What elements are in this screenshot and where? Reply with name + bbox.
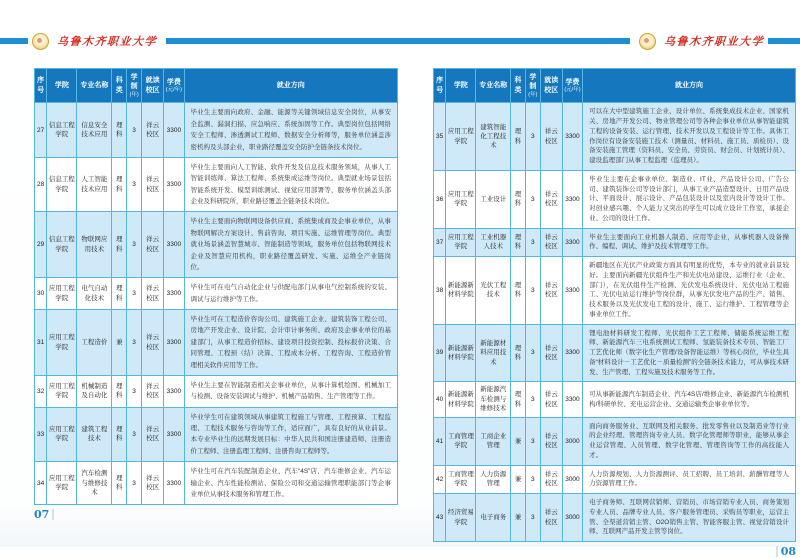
cell-campus: 祥云校区 [540,494,562,542]
cell-category: 理科 [511,170,526,228]
cell-category: 理科 [112,462,127,505]
cell-campus: 祥云校区 [540,170,562,228]
cell-employment: 毕业生主要在企事业单位、制造业、IT业、产品设计公司、广告公司、建筑装饰公司等设计部门，从事工业产品造型设计、日用产品设计、平面设计、展示设计、产品包装设计以及室内设计等设计工作。对创业感兴趣、个人能力又突出的学生可以成立设计工作室，承接企业、公司的设计工作。 [583,170,796,228]
majors-table-left [34,68,398,505]
col-header: 学院 [47,69,77,103]
cell-employment: 可以在大中型建筑施工企业、设计单位、系统集成技术企业、国家机关、房地产开发公司、物业管理公司等各种企事业单位从事智能建筑工程的设备安装、运行管理、技术开发以及工程设计等工作。具体工作岗位有设备安装施工技术（测量员、材料员、施工员、质检员）、设备安装施工管理（资料员、安全员、劳资员、财会员、计划统计员）、建设监理部门从事工程监理（监理员）。 [583,103,796,171]
cell-category: 兼 [511,494,526,542]
table-row [35,310,398,376]
page-number-divider [776,546,778,557]
cell-tuition: 3300 [562,103,582,171]
header-rule-middle [166,38,630,44]
cell-campus: 祥云校区 [540,417,562,465]
page-number-left [34,508,398,521]
cell-no: 29 [35,212,47,278]
cell-employment: 毕业生主要面向物联网设备供应商、系统集成商及企事业单位，从事物联网解决方案设计、售前咨询、项目实施、运维管理等岗位。典型就业场景涵盖智慧城市、智能制造等领域，服务单位包括物联网技术企业及智慧应用机构，职业路径覆盖研发、实施、运维全产业链岗位。 [184,212,398,278]
cell-college: 工商管理学院 [446,465,476,494]
page-number-value: 08 [780,545,796,558]
cell-campus: 祥云校区 [540,228,562,257]
page-number-value: 07 [34,508,50,522]
cell-no: 42 [434,465,446,494]
cell-years: 3 [127,375,142,407]
cell-no: 27 [35,103,47,158]
cell-college: 新能源新材料学院 [446,382,476,417]
col-header: 就业方向 [583,69,796,103]
table-row [434,417,796,465]
cell-years: 3 [525,257,540,325]
cell-major: 工业机器人技术 [476,228,511,257]
cell-years: 3 [525,494,540,542]
cell-campus: 祥云校区 [142,375,164,407]
cell-employment: 毕业生主要面向工业机器人制造、应用等企业，从事机器人设备操作、编程、调试、维护及技术管理等工作。 [583,228,796,257]
cell-major: 工业设计 [476,170,511,228]
cell-college: 应用工程学院 [47,407,77,462]
cell-category: 兼 [511,465,526,494]
cell-major: 新能源材料应用技术 [476,324,511,382]
cell-employment: 毕业生可在汽车装配制造企业、汽车“4S”店、汽车维修企业、汽车运输企业、汽车性能检测站、保险公司和交通运输管理职能部门等企事业单位从事技术服务和管理工作。 [184,462,398,505]
page-right [433,68,796,558]
table-row [35,157,398,212]
cell-college: 应用工程学院 [47,375,77,407]
cell-major: 电子商务 [476,494,511,542]
cell-category: 理科 [112,278,127,310]
cell-campus: 祥云校区 [540,257,562,325]
cell-category: 理科 [112,103,127,158]
cell-years: 3 [127,310,142,376]
col-header: 专业名称 [476,69,511,103]
cell-major: 新能源汽车检测与维修技术 [476,382,511,417]
cell-tuition: 3000 [562,494,582,542]
cell-campus: 祥云校区 [540,103,562,171]
cell-employment: 新疆地区在光伏产业政策方面具有明显的优势，本专业的就业前景较好。主要面向新疆光伏组件生产和光伏电站建设、运维行业（企业、部门），在光伏组件生产检测、光伏发电系统设计、光伏电站工程施工、光伏电站运行维护等岗位群，从事光伏发电产品的生产、销售、技术服务以及光伏发电工程的设计、施工、运行维护、工程管理等企事业单位工作。 [583,257,796,325]
cell-no: 41 [434,417,446,465]
cell-no: 30 [35,278,47,310]
cell-employment: 锂电池材料研发工程师、光伏组件工艺工程师、储能系统运维工程师、新能源汽车三电系统测试工程师、氢能装备技术专员、智能工厂工艺优化师（数字化生产管理/设备智能运维）等核心岗位，毕业生具备“材料设计－工艺优化－质量检测”的全链条技术能力，可从事技术研发、生产管理、工程实施及技术服务等工作。 [583,324,796,382]
col-header: 学费 (元/年) [562,69,582,103]
cell-major: 人力资源管理 [476,465,511,494]
cell-college: 应用工程学院 [47,462,77,505]
cell-tuition: 3300 [164,157,184,212]
cell-tuition: 3000 [562,417,582,465]
cell-category: 理科 [112,157,127,212]
table-row [35,407,398,462]
cell-no: 43 [434,494,446,542]
cell-campus: 祥云校区 [540,324,562,382]
cell-employment: 可从事新能源汽车制造企业、汽车4S店/维修企业、新能源汽车检测机构/科研单位、充电运营企业、交通运输类企事业单位等。 [583,382,796,417]
cell-years: 3 [525,103,540,171]
table-row [434,324,796,382]
cell-category: 理科 [112,375,127,407]
col-header: 就读校区 [540,69,562,103]
cell-employment: 人力资源规划、人力资源测评、员工招聘、员工培训、薪酬管理等人力资源管理工作。 [583,465,796,494]
table-header-row [35,69,398,103]
table-row [434,382,796,417]
cell-college: 信息工程学院 [47,103,77,158]
cell-tuition: 3300 [164,212,184,278]
cell-category: 兼 [112,310,127,376]
cell-major: 工商企业管理 [476,417,511,465]
cell-category: 理科 [112,407,127,462]
cell-tuition: 3300 [164,407,184,462]
cell-campus: 祥云校区 [142,103,164,158]
page-number-divider [52,509,54,520]
cell-campus: 祥云校区 [142,462,164,505]
table-row [434,103,796,171]
cell-campus: 祥云校区 [142,407,164,462]
cell-college: 工商管理学院 [446,417,476,465]
cell-college: 信息工程学院 [47,157,77,212]
col-header: 学院 [446,69,476,103]
cell-employment: 毕业生主要面向人工智能、软件开发及信息技术服务领域，从事人工智能训练师、算法工程师、系统集成运维等岗位。典型就业场景包括智能系统开发、模型训练测试、视觉应用部署等，服务单位涵盖头部企业及科研院所，职业路径覆盖全链条技术岗位。 [184,157,398,212]
university-seal-logo-icon [32,33,49,50]
cell-category: 理科 [511,228,526,257]
cell-college: 应用工程学院 [47,278,77,310]
cell-major: 人工智能技术应用 [77,157,112,212]
cell-tuition: 3300 [562,228,582,257]
cell-category: 理科 [511,324,526,382]
cell-no: 31 [35,310,47,376]
table-row [35,103,398,158]
page-number-right [433,545,796,558]
cell-tuition: 3300 [164,375,184,407]
table-row [35,212,398,278]
cell-years: 3 [525,170,540,228]
cell-major: 信息安全技术应用 [77,103,112,158]
cell-years: 3 [525,417,540,465]
table-row [434,170,796,228]
cell-tuition: 3000 [562,465,582,494]
col-header: 学制 (年) [127,69,142,103]
cell-college: 新能源新材料学院 [446,324,476,382]
col-header: 就业方向 [184,69,398,103]
cell-campus: 祥云校区 [540,382,562,417]
cell-years: 3 [525,465,540,494]
cell-major: 汽车检测与维修技术 [77,462,112,505]
cell-years: 3 [127,103,142,158]
cell-campus: 祥云校区 [142,310,164,376]
school-name: 乌鲁木齐职业大学 [56,35,158,48]
table-header-row [434,69,796,103]
table-row [35,278,398,310]
cell-no: 32 [35,375,47,407]
cell-employment: 面向商务服务业、互联网及相关服务、批发零售业以及制造业等行业的企业经理、管理咨询专业人员、数字化管理师等职业，能够从事企业运营管理、人员管理、数字化管理、管理咨询等工作的高技能人才。 [583,417,796,465]
cell-major: 建筑工程技术 [77,407,112,462]
cell-tuition: 3300 [562,170,582,228]
cell-years: 3 [525,324,540,382]
cell-tuition: 3300 [164,462,184,505]
cell-campus: 祥云校区 [142,157,164,212]
cell-no: 38 [434,257,446,325]
cell-years: 3 [127,407,142,462]
page-left [34,68,398,521]
table-row [434,257,796,325]
cell-no: 34 [35,462,47,505]
cell-years: 3 [127,157,142,212]
cell-major: 机械制造及自动化 [77,375,112,407]
cell-no: 36 [434,170,446,228]
table-row [434,465,796,494]
cell-category: 理科 [511,103,526,171]
majors-table-right [433,68,796,542]
table-row [434,228,796,257]
cell-no: 33 [35,407,47,462]
cell-major: 工程造价 [77,310,112,376]
cell-no: 28 [35,157,47,212]
table-header-row [35,69,398,103]
col-header: 就读校区 [142,69,164,103]
cell-college: 应用工程学院 [446,103,476,171]
cell-tuition: 3300 [562,324,582,382]
cell-campus: 祥云校区 [540,465,562,494]
col-header: 序号 [434,69,446,103]
col-header: 科类 [511,69,526,103]
cell-category: 兼 [511,417,526,465]
cell-college: 应用工程学院 [446,170,476,228]
university-seal-logo-icon [639,33,656,50]
cell-tuition: 3300 [164,103,184,158]
cell-tuition: 3300 [164,278,184,310]
cell-college: 信息工程学院 [47,212,77,278]
cell-major: 建筑智能化工程技术 [476,103,511,171]
cell-college: 应用工程学院 [47,310,77,376]
cell-major: 物联网应用技术 [77,212,112,278]
school-name: 乌鲁木齐职业大学 [663,35,765,48]
cell-major: 光伏工程技术 [476,257,511,325]
cell-category: 理科 [511,382,526,417]
cell-category: 理科 [112,212,127,278]
cell-no: 37 [434,228,446,257]
cell-major: 电气自动化技术 [77,278,112,310]
cell-employment: 毕业生可在电气自动化企业与供配电部门从事电气控制系统的安装、调试与运行维护等工作。 [184,278,398,310]
cell-tuition: 3300 [562,382,582,417]
cell-tuition: 3300 [164,310,184,376]
cell-employment: 电子商务师、互联网营销师、营销员、市场营销专业人员、商务策划专业人员、品牌专业人员、客户服务管理员、采购员等职业，运营主管、全渠道营销主管、O2O销售主管、智能客服主管、视觉营销设计师、互联网产品开发主管等岗位。 [583,494,796,542]
table-row [434,494,796,542]
cell-tuition: 3300 [562,257,582,325]
header-rule-left [0,38,28,44]
cell-college: 新能源新材料学院 [446,257,476,325]
cell-no: 35 [434,103,446,171]
cell-college: 应用工程学院 [446,228,476,257]
cell-employment: 毕业学生可在建筑领域从事建筑工程施工与管理、工程预算、工程监理、工程技术服务与咨询等工作，适应面广，具有良好的从业前景。本专业毕业生的远期发展目标：中华人民共和国注册建造师、注册造价工程师、注册监理工程师、注册咨询工程师等。 [184,407,398,462]
col-header: 科类 [112,69,127,103]
cell-campus: 祥云校区 [142,212,164,278]
page-header-band [0,33,800,49]
cell-years: 3 [525,228,540,257]
cell-years: 3 [127,462,142,505]
col-header: 学费 (元/年) [164,69,184,103]
cell-years: 3 [127,278,142,310]
cell-category: 理科 [511,257,526,325]
table-header-row [434,69,796,103]
table-row [35,375,398,407]
col-header: 序号 [35,69,47,103]
cell-employment: 毕业生主要面向政府、金融、能源等关键领域信息安全岗位，从事安全监测、漏洞扫描、应急响应、系统加固等工作。典型岗位包括网络安全工程师、渗透测试工程师、数据安全分析师等，服务单位涵盖涉密机构及头部企业，职业路径覆盖安全防护全链条技术岗位。 [184,103,398,158]
cell-employment: 毕业生可在工程造价咨询公司、建筑施工企业、建筑装饰工程公司、房地产开发企业、设计院、会计审计事务所、政府及企事业单位的基建部门，从事工程造价招标、建设项目投资控制、投标报价决策、合同管理、工程预（结）决算、工程成本分析、工程咨询、工程造价管理相关软件应用等工作。 [184,310,398,376]
cell-no: 39 [434,324,446,382]
cell-college: 经济贸易学院 [446,494,476,542]
col-header: 学制 (年) [525,69,540,103]
cell-no: 40 [434,382,446,417]
cell-years: 3 [127,212,142,278]
cell-campus: 祥云校区 [142,278,164,310]
cell-employment: 毕业生主要在智能制造相关企事业单位，从事计算机绘图、机械加工与检测、设备安装调试与维护、机械产品销售、生产管理等工作。 [184,375,398,407]
table-row [35,462,398,505]
col-header: 专业名称 [77,69,112,103]
cell-years: 3 [525,382,540,417]
header-rule-right [768,38,800,44]
